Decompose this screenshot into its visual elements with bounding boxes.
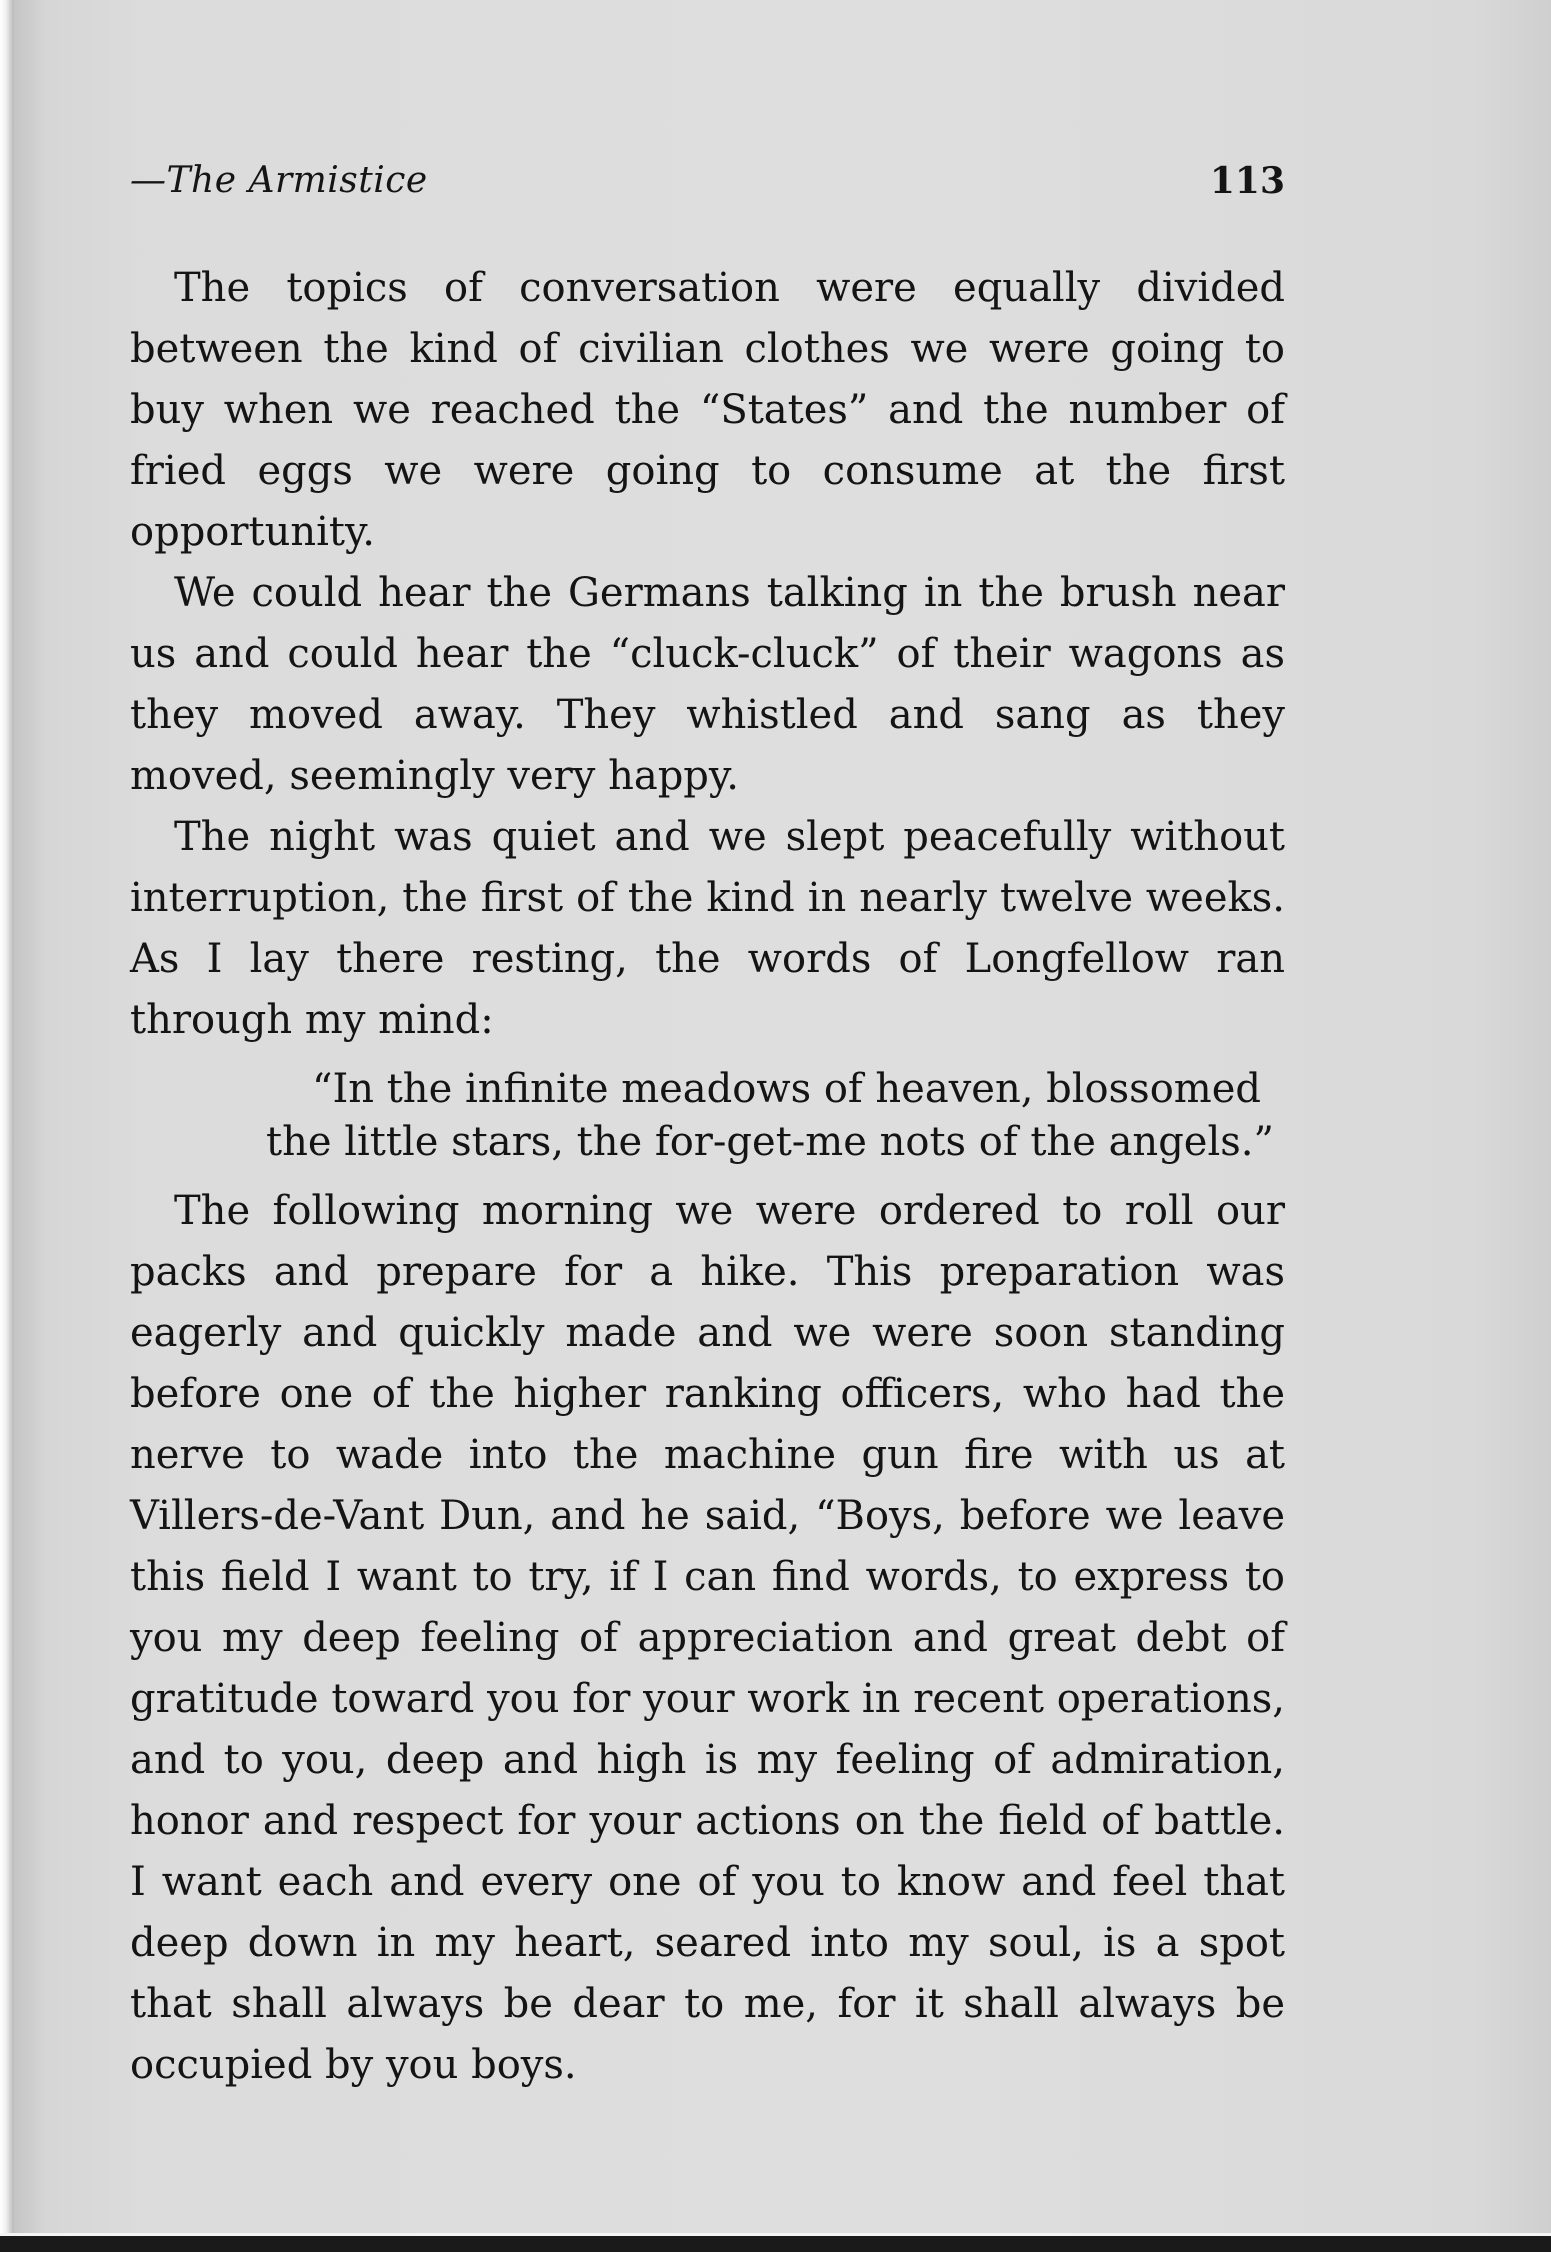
page-body (130, 258, 1285, 2096)
paragraph-night: The night was quiet and we slept peacefully without interruption, the first of the kind in nearly twelve weeks. As I lay there resting, the words of Longfellow ran through my mind: (130, 814, 1285, 1043)
longfellow-quote (130, 1063, 1285, 1169)
quote-line-2: the little stars, the for-get-me nots of the angels.” (266, 1119, 1274, 1165)
paragraph-conversation: The topics of conversation were equally divided between the kind of civilian clothes we were going to buy when we reached the “States” and the number of fried eggs we were going to consume at the first opportunity. (130, 265, 1285, 555)
page-number: 113 (1209, 160, 1285, 202)
page-header (130, 160, 1285, 220)
page-bottom-edge (0, 2236, 1551, 2252)
book-spine-edge (0, 0, 14, 2252)
paragraph-morning-speech: The following morning we were ordered to roll our packs and prepare for a hike. This preparation was eagerly and quickly made and we were soon standing before one of the higher ranking officers, who had the nerve to wade into the machine gun fire with us at Villers-de-Vant Dun, and he said, “Boys, before we leave this field I want to try, if I can find words, to express to you my deep feeling of appreciation and great debt of gratitude toward you for your work in recent operations, and to you, deep and high is my feeling of admiration, honor and respect for your actions on the field of battle. I want each and every one of you to know and feel that deep down in my heart, seared into my soul, is a spot that shall always be dear to me, for it shall always be occupied by you boys. (130, 1188, 1285, 2088)
quote-line-1: “In the infinite meadows of heaven, blossomed (312, 1066, 1261, 1112)
running-title: —The Armistice (130, 160, 428, 201)
paragraph-germans: We could hear the Germans talking in the brush near us and could hear the “cluck-cluck” of their wagons as they moved away. They whistled and sang as they moved, seemingly very happy. (130, 570, 1285, 799)
